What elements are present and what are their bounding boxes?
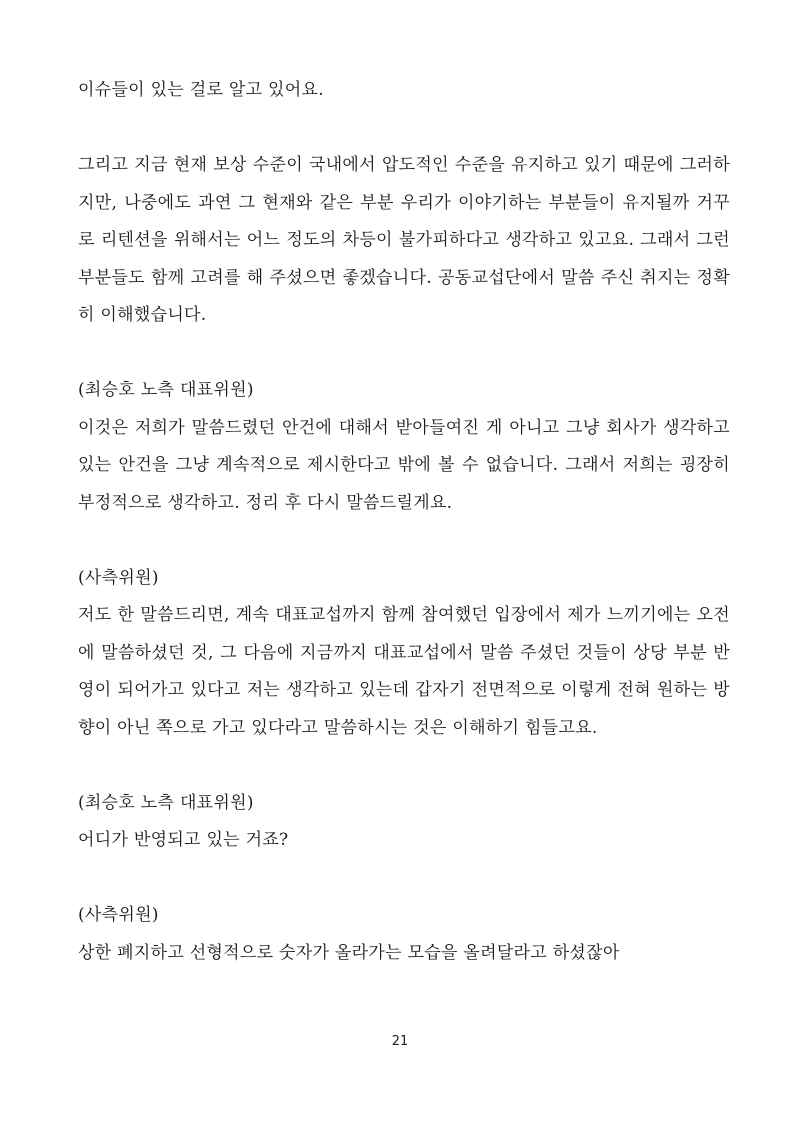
paragraph: 이슈들이 있는 걸로 알고 있어요. xyxy=(78,80,324,100)
page-number: 21 xyxy=(391,1034,409,1049)
paragraph-gap xyxy=(78,522,730,560)
paragraph: 상한 폐지하고 선형적으로 숫자가 올라가는 모습을 올려달라고 하셨잖아 xyxy=(78,942,620,963)
paragraph-gap xyxy=(78,335,730,373)
speaker-label: (최승호 노측 대표위원) xyxy=(78,792,254,813)
speaker-label: (사측위원) xyxy=(78,567,159,588)
document-body xyxy=(78,72,730,972)
speaker-label: (최승호 노측 대표위원) xyxy=(78,380,254,400)
paragraph: 어디가 반영되고 있는 거죠? xyxy=(78,830,289,850)
paragraph-gap xyxy=(78,860,730,898)
paragraph: 저도 한 말씀드리면, 계속 대표교섭까지 함께 참여했던 입장에서 제가 느끼기에는 오전에 말씀하셨던 것, 그 다음에 지금까지 대표교섭에서 말씀 주셨던 것들이 상당 부분 반영이 되어가고 있다고 저는 생각하고 있는데 갑자기 전면적으로 이렇게 전혀 원하는 방향이 아닌 쪽으로 가고 있다라고 말씀하시는 것은 이해하기 힘들고요. xyxy=(78,605,730,738)
paragraph: 이것은 저희가 말씀드렸던 안건에 대해서 받아들여진 게 아니고 그냥 회사가 생각하고 있는 안건을 그냥 계속적으로 제시한다고 밖에 볼 수 없습니다. 그래서 저희는 굉장히 부정적으로 생각하고. 정리 후 다시 말씀드릴게요. xyxy=(78,417,730,513)
paragraph-gap xyxy=(78,747,730,785)
paragraph-gap xyxy=(78,110,730,148)
speaker-label: (사측위원) xyxy=(78,905,159,925)
paragraph: 그리고 지금 현재 보상 수준이 국내에서 압도적인 수준을 유지하고 있기 때문에 그러하지만, 나중에도 과연 그 현재와 같은 부분 우리가 이야기하는 부분들이 유지될까 거꾸로 리텐션을 위해서는 어느 정도의 차등이 불가피하다고 생각하고 있고요. 그래서 그런 부분들도 함께 고려를 해 주셨으면 좋겠습니다. 공동교섭단에서 말씀 주신 취지는 정확히 이해했습니다. xyxy=(78,155,730,325)
